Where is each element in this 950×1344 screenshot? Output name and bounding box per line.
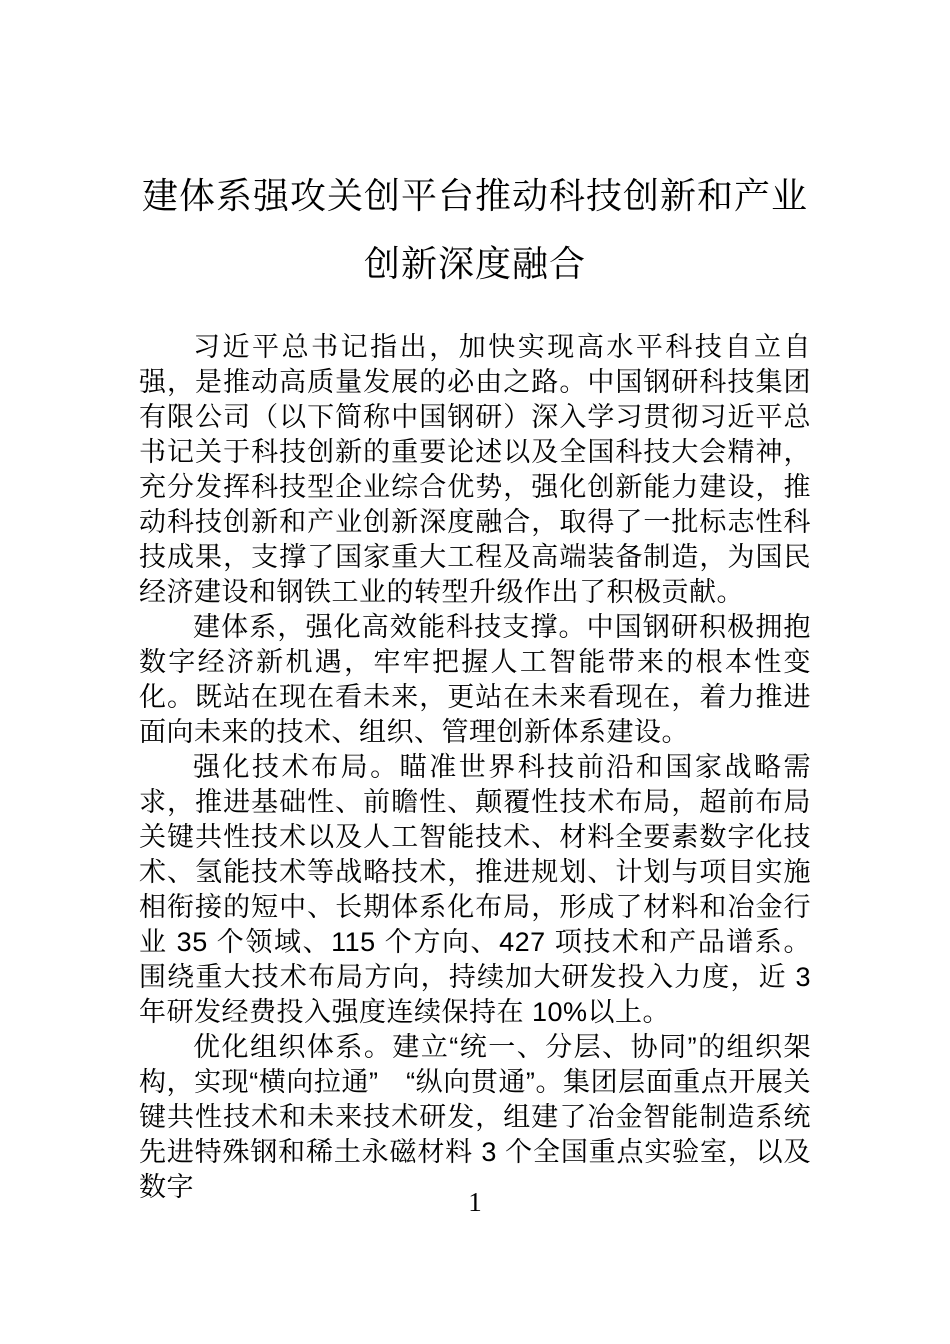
document-title-line-2: 创新深度融合 <box>363 243 586 284</box>
page-number <box>0 1186 950 1218</box>
paragraph-org-system: 优化组织体系。建立“统一、分层、协同”的组织架构，实现“横向拉通” “纵向贯通”。集团层面重点开展关键共性技术和未来技术研发，组建了冶金智能制造系统先进特殊钢和稀土永磁材料 3 个全国重点实验室，以及数字 <box>139 1032 811 1202</box>
paragraph-intro: 习近平总书记指出，加快实现高水平科技自立自强，是推动高质量发展的必由之路。中国钢研科技集团有限公司（以下简称中国钢研）深入学习贯彻习近平总书记关于科技创新的重要论述以及全国科技大会精神，充分发挥科技型企业综合优势，强化创新能力建设，推动科技创新和产业创新深度融合，取得了一批标志性科技成果，支撑了国家重大工程及高端装备制造，为国民经济建设和钢铁工业的转型升级作出了积极贡献。 <box>139 332 811 607</box>
document-title <box>0 0 950 298</box>
document-title-line-1: 建体系强攻关创平台推动科技创新和产业 <box>141 175 808 216</box>
page-number-value: 1 <box>468 1187 482 1217</box>
document-body <box>139 330 811 1205</box>
paragraph-tech-layout: 强化技术布局。瞄准世界科技前沿和国家战略需求，推进基础性、前瞻性、颠覆性技术布局，超前布局关键共性技术以及人工智能技术、材料全要素数字化技术、氢能技术等战略技术，推进规划、计划与项目实施相衔接的短中、长期体系化布局，形成了材料和冶金行业 35 个领域、115 个方向、427 项技术和产品谱系。围绕重大技术布局方向，持续加大研发投入力度，近 3 年研发经费投入强度连续保持在 10%以上。 <box>139 752 811 1027</box>
paragraph-build-system: 建体系，强化高效能科技支撑。中国钢研积极拥抱数字经济新机遇，牢牢把握人工智能带来的根本性变化。既站在现在看未来，更站在未来看现在，着力推进面向未来的技术、组织、管理创新体系建设。 <box>139 612 811 747</box>
